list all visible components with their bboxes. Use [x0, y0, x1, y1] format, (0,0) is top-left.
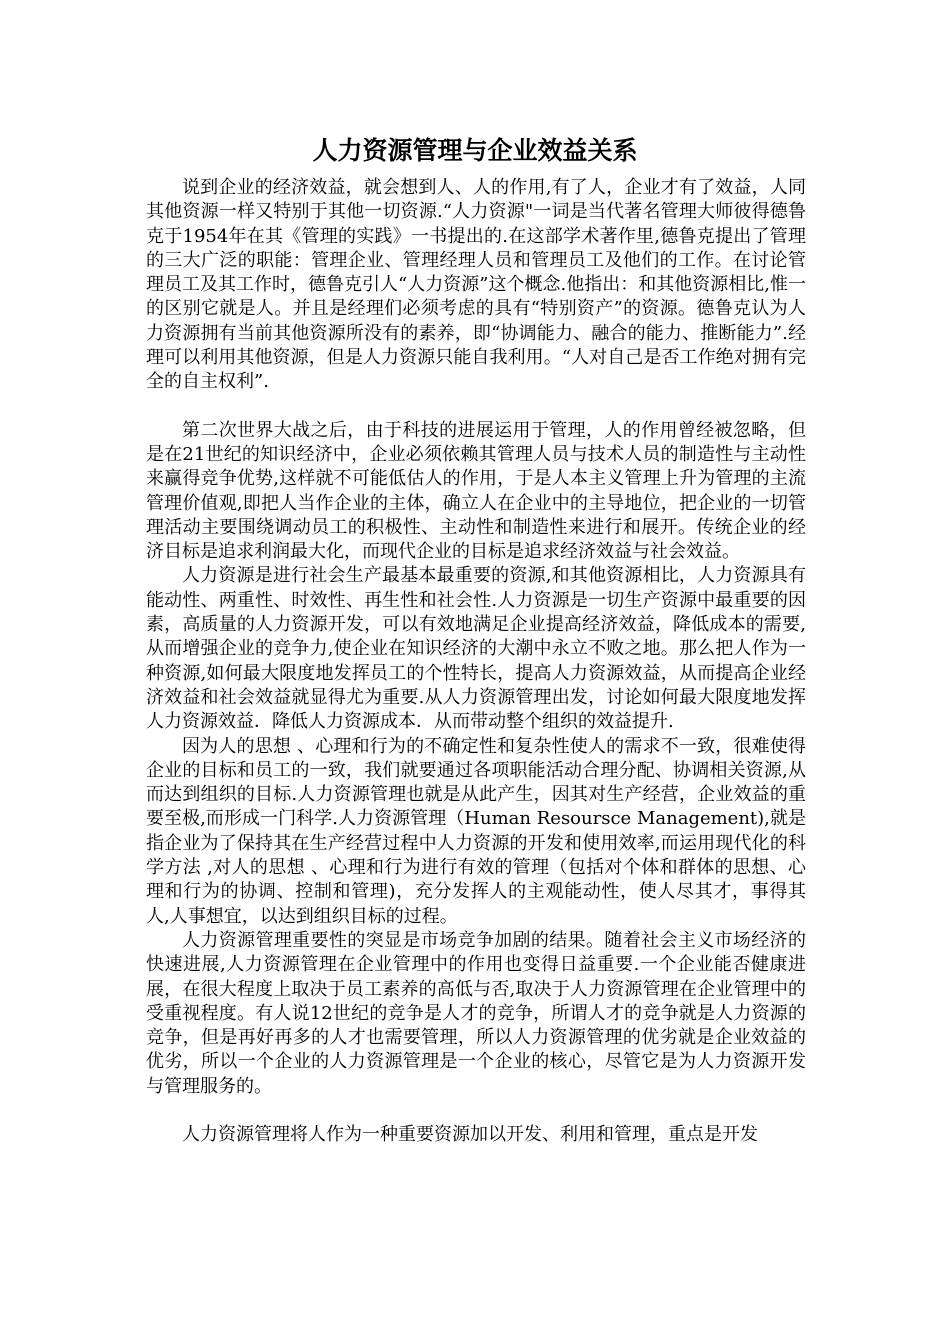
paragraph: 第二次世界大战之后，由于科技的进展运用于管理，人的作用曾经被忽略，但是在21世纪的知识经济中，企业必须依赖其管理人员与技术人员的制造性与主动性来赢得竞争优势,这样就不可能低估人的作用，于是人本主义管理上升为管理的主流管理价值观,即把人当作企业的主体，确立人在企业中的主导地位，把企业的一切管理活动主要围绕调动员工的积极性、主动性和制造性来进行和展开。传统企业的经济目标是追求利润最大化，而现代企业的目标是追求经济效益与社会效益。 — [146, 419, 806, 563]
paragraph: 因为人的思想 、心理和行为的不确定性和复杂性使人的需求不一致，很难使得企业的目标和员工的一致，我们就要通过各项职能活动合理分配、协调相关资源,从而达到组织的目标.人力资源管理也就是从此产生，因其对生产经营，企业效益的重要至极,而形成一门科学.人力资源管理（Human Resoursce Management),就是指企业为了保持其在生产经营过程中人力资源的开发和使用效率,而运用现代化的科学方法 ,对人的思想 、心理和行为进行有效的管理（包括对个体和群体的思想、心理和行为的协调、控制和管理)，充分发挥人的主观能动性，使人尽其才，事得其人,人事想宜，以达到组织目标的过程。 — [146, 735, 806, 927]
document-body — [146, 176, 806, 1147]
paragraph: 人力资源管理重要性的突显是市场竞争加剧的结果。随着社会主义市场经济的快速进展,人力资源管理在企业管理中的作用也变得日益重要.一个企业能否健康进展，在很大程度上取决于员工素养的高低与否,取决于人力资源管理在企业管理中的受重视程度。有人说12世纪的竞争是人才的竞争，所谓人才的竞争就是人力资源的竞争，但是再好再多的人才也需要管理，所以人力资源管理的优劣就是企业效益的优劣，所以一个企业的人力资源管理是一个企业的核心，尽管它是为人力资源开发与管理服务的。 — [146, 929, 806, 1097]
paragraph: 人力资源管理将人作为一种重要资源加以开发、利用和管理，重点是开发 — [182, 1123, 758, 1145]
paragraph: 人力资源是进行社会生产最基本最重要的资源,和其他资源相比，人力资源具有能动性、两重性、时效性、再生性和社会性.人力资源是一切生产资源中最重要的因素，高质量的人力资源开发，可以有效地满足企业提高经济效益，降低成本的需要,从而增强企业的竞争力,使企业在知识经济的大潮中永立不败之地。那么把人作为一种资源,如何最大限度地发挥员工的个性特长，提高人力资源效益，从而提高企业经济效益和社会效益就显得尤为重要.从人力资源管理出发，讨论如何最大限度地发挥人力资源效益．降低人力资源成本．从而带动整个组织的效益提升. — [146, 565, 806, 733]
document-title: 人力资源管理与企业效益关系 — [312, 136, 638, 165]
paragraph: 说到企业的经济效益，就会想到人、人的作用,有了人，企业才有了效益，人同其他资源一样又特别于其他一切资源.“人力资源"一词是当代著名管理大师彼得德鲁克于1954年在其《管理的实践》一书提出的.在这部学术著作里,德鲁克提出了管理的三大广泛的职能：管理企业、管理经理人员和管理员工及他们的工作。在讨论管理员工及其工作时，德鲁克引人“人力资源”这个概念.他指出：和其他资源相比,惟一的区别它就是人。并且是经理们必须考虑的具有“特别资产”的资源。德鲁克认为人力资源拥有当前其他资源所没有的素养，即“协调能力、融合的能力、推断能力”.经理可以利用其他资源，但是人力资源只能自我利用。“人对自己是否工作绝对拥有完全的自主权利”. — [146, 177, 806, 393]
